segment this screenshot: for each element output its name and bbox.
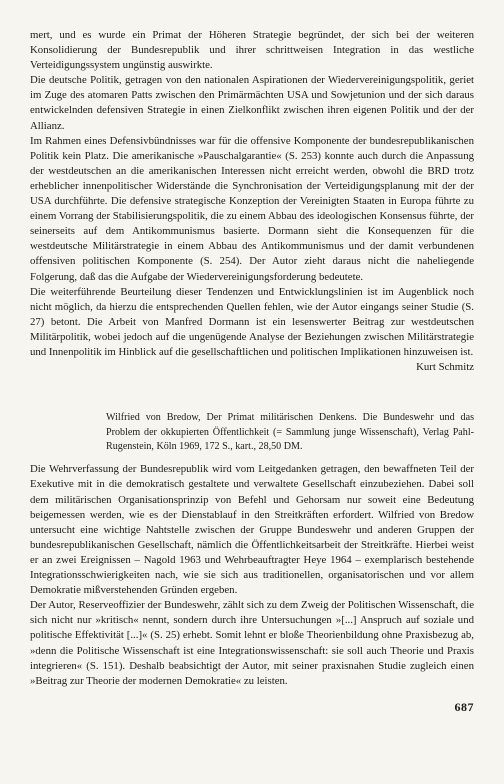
paragraph: Die deutsche Politik, getragen von den nationalen Aspirationen der Wiedervereinigungspolitik, geriet im Zuge des atomaren Patts zwischen den Primärmächten USA und Sowjetunion und der sich daraus entwickelnden defensiven Strategie in einen Zielkonflikt zwischen ihren eigenen Politik und der der Allianz. bbox=[30, 74, 474, 132]
paragraph: Die Wehrverfassung der Bundesrepublik wird vom Leitgedanken getragen, den bewaffneten Teil der Exekutive mit in die demokratisch gestaltete und verwaltete Gesellschaft einzubeziehen. Dabei soll dem militärischen Organisationsprinzip von Befehl und Gehorsam nur soweit eine Bedeutung beigemessen werden, wie es der Dienstablauf in den Streitkräften erfordert. Wilfried von Bredow untersucht eine wichtige Nahtstelle zwischen der Gruppe Bundeswehr und anderen Gruppen der bundesrepublikanischen Gesellschaft, nämlich die Öffentlichkeitsarbeit der Streitkräfte. Hierbei weist er an zwei Ereignissen – Nagold 1963 und Wehrbeauftragter Heye 1964 – exemplarisch bestehende Integrationsschwierigkeiten nach, wie sie sich aus traditionellen, organisatorischen und vor allem Demokratie mißverstehenden Gründen ergeben. bbox=[30, 463, 474, 597]
paragraph: mert, und es wurde ein Primat der Höheren Strategie begründet, der sich bei der weiteren Konsolidierung der Bundesrepublik und ihrer schrittweisen Integration in das westliche Verteidigungssystem ungünstig auswirkte. bbox=[30, 29, 474, 72]
text-column bbox=[30, 28, 474, 689]
page-number: 687 bbox=[454, 700, 474, 714]
paragraph: Der Autor, Reserveoffizier der Bundeswehr, zählt sich zu dem Zweig der Politischen Wissenschaft, die sich nicht nur »kritisch« nennt, sondern durch ihre Untersuchungen »[...] Anspruch auf soziale und politische Effektivität [...]« (S. 25) erhebt. Somit lehnt er bloße Theorienbildung ohne Praxisbezug ab, »denn die Politische Wissenschaft ist eine Integrationswissenschaft: sie soll auch Theorie und Praxis integrieren« (S. 151). Deshalb beabsichtigt der Autor, mit seiner praxisnahen Studie zugleich einen »Beitrag zur Theorie der modernen Demokratie« zu leisten. bbox=[30, 599, 474, 687]
review-kurt-schmitz bbox=[30, 28, 474, 375]
paragraph: Im Rahmen eines Defensivbündnisses war für die offensive Komponente der bundesrepublikanischen Politik kein Platz. Die amerikanische »Pauschalgarantie« (S. 253) konnte auch durch die Anpassung der westdeutschen an die amerikanischen Interessen nicht erreicht werden, obwohl die BRD trotz erheblicher innenpolitischer Widerstände die Synchronisation der Verteidigungsplanung mit der der USA durchführte. Die defensive strategische Konzeption der Vereinigten Staaten in Europa führte zu einem Vorrang der Stabilisierungspolitik, die zu einem Abbau des ideologischen Konsensus führte, der seinerseits auf dem Antikommunismus basierte. Dormann sieht die Konsequenzen für die westdeutsche Militärstrategie in einem Abbau des Antikommunismus und der damit verbundenen offensiven politischen Komponente (S. 254). Der Autor zieht daraus nicht die naheliegende Folgerung, daß das die Aufgabe der Wiedervereinigungsforderung bedeutete. bbox=[30, 134, 474, 283]
paragraph: Die weiterführende Beurteilung dieser Tendenzen und Entwicklungslinien ist im Augenblick noch nicht möglich, da hierzu die entsprechenden Quellen fehlen, wie der Autor eingangs seiner Studie (S. 27) betont. Die Arbeit von Manfred Dormann ist ein lesenswerter Beitrag zur westdeutschen Militärpolitik, wobei jedoch auf die ungenügende Analyse der Beziehungen zwischen Militärstrategie und Innenpolitik im Hinblick auf die gesellschaftlichen und politischen Implikationen hinzuweisen ist. bbox=[30, 285, 474, 358]
review-bredow bbox=[30, 462, 474, 688]
book-citation: Wilfried von Bredow, Der Primat militärischen Denkens. Die Bundeswehr und das Problem der okkupierten Öffentlichkeit (= Sammlung junge Wissenschaft), Verlag Pahl-Rugenstein, Köln 1969, 172 S., kart., 28,50 DM. bbox=[106, 412, 474, 452]
reviewer-signature: Kurt Schmitz bbox=[416, 361, 474, 374]
